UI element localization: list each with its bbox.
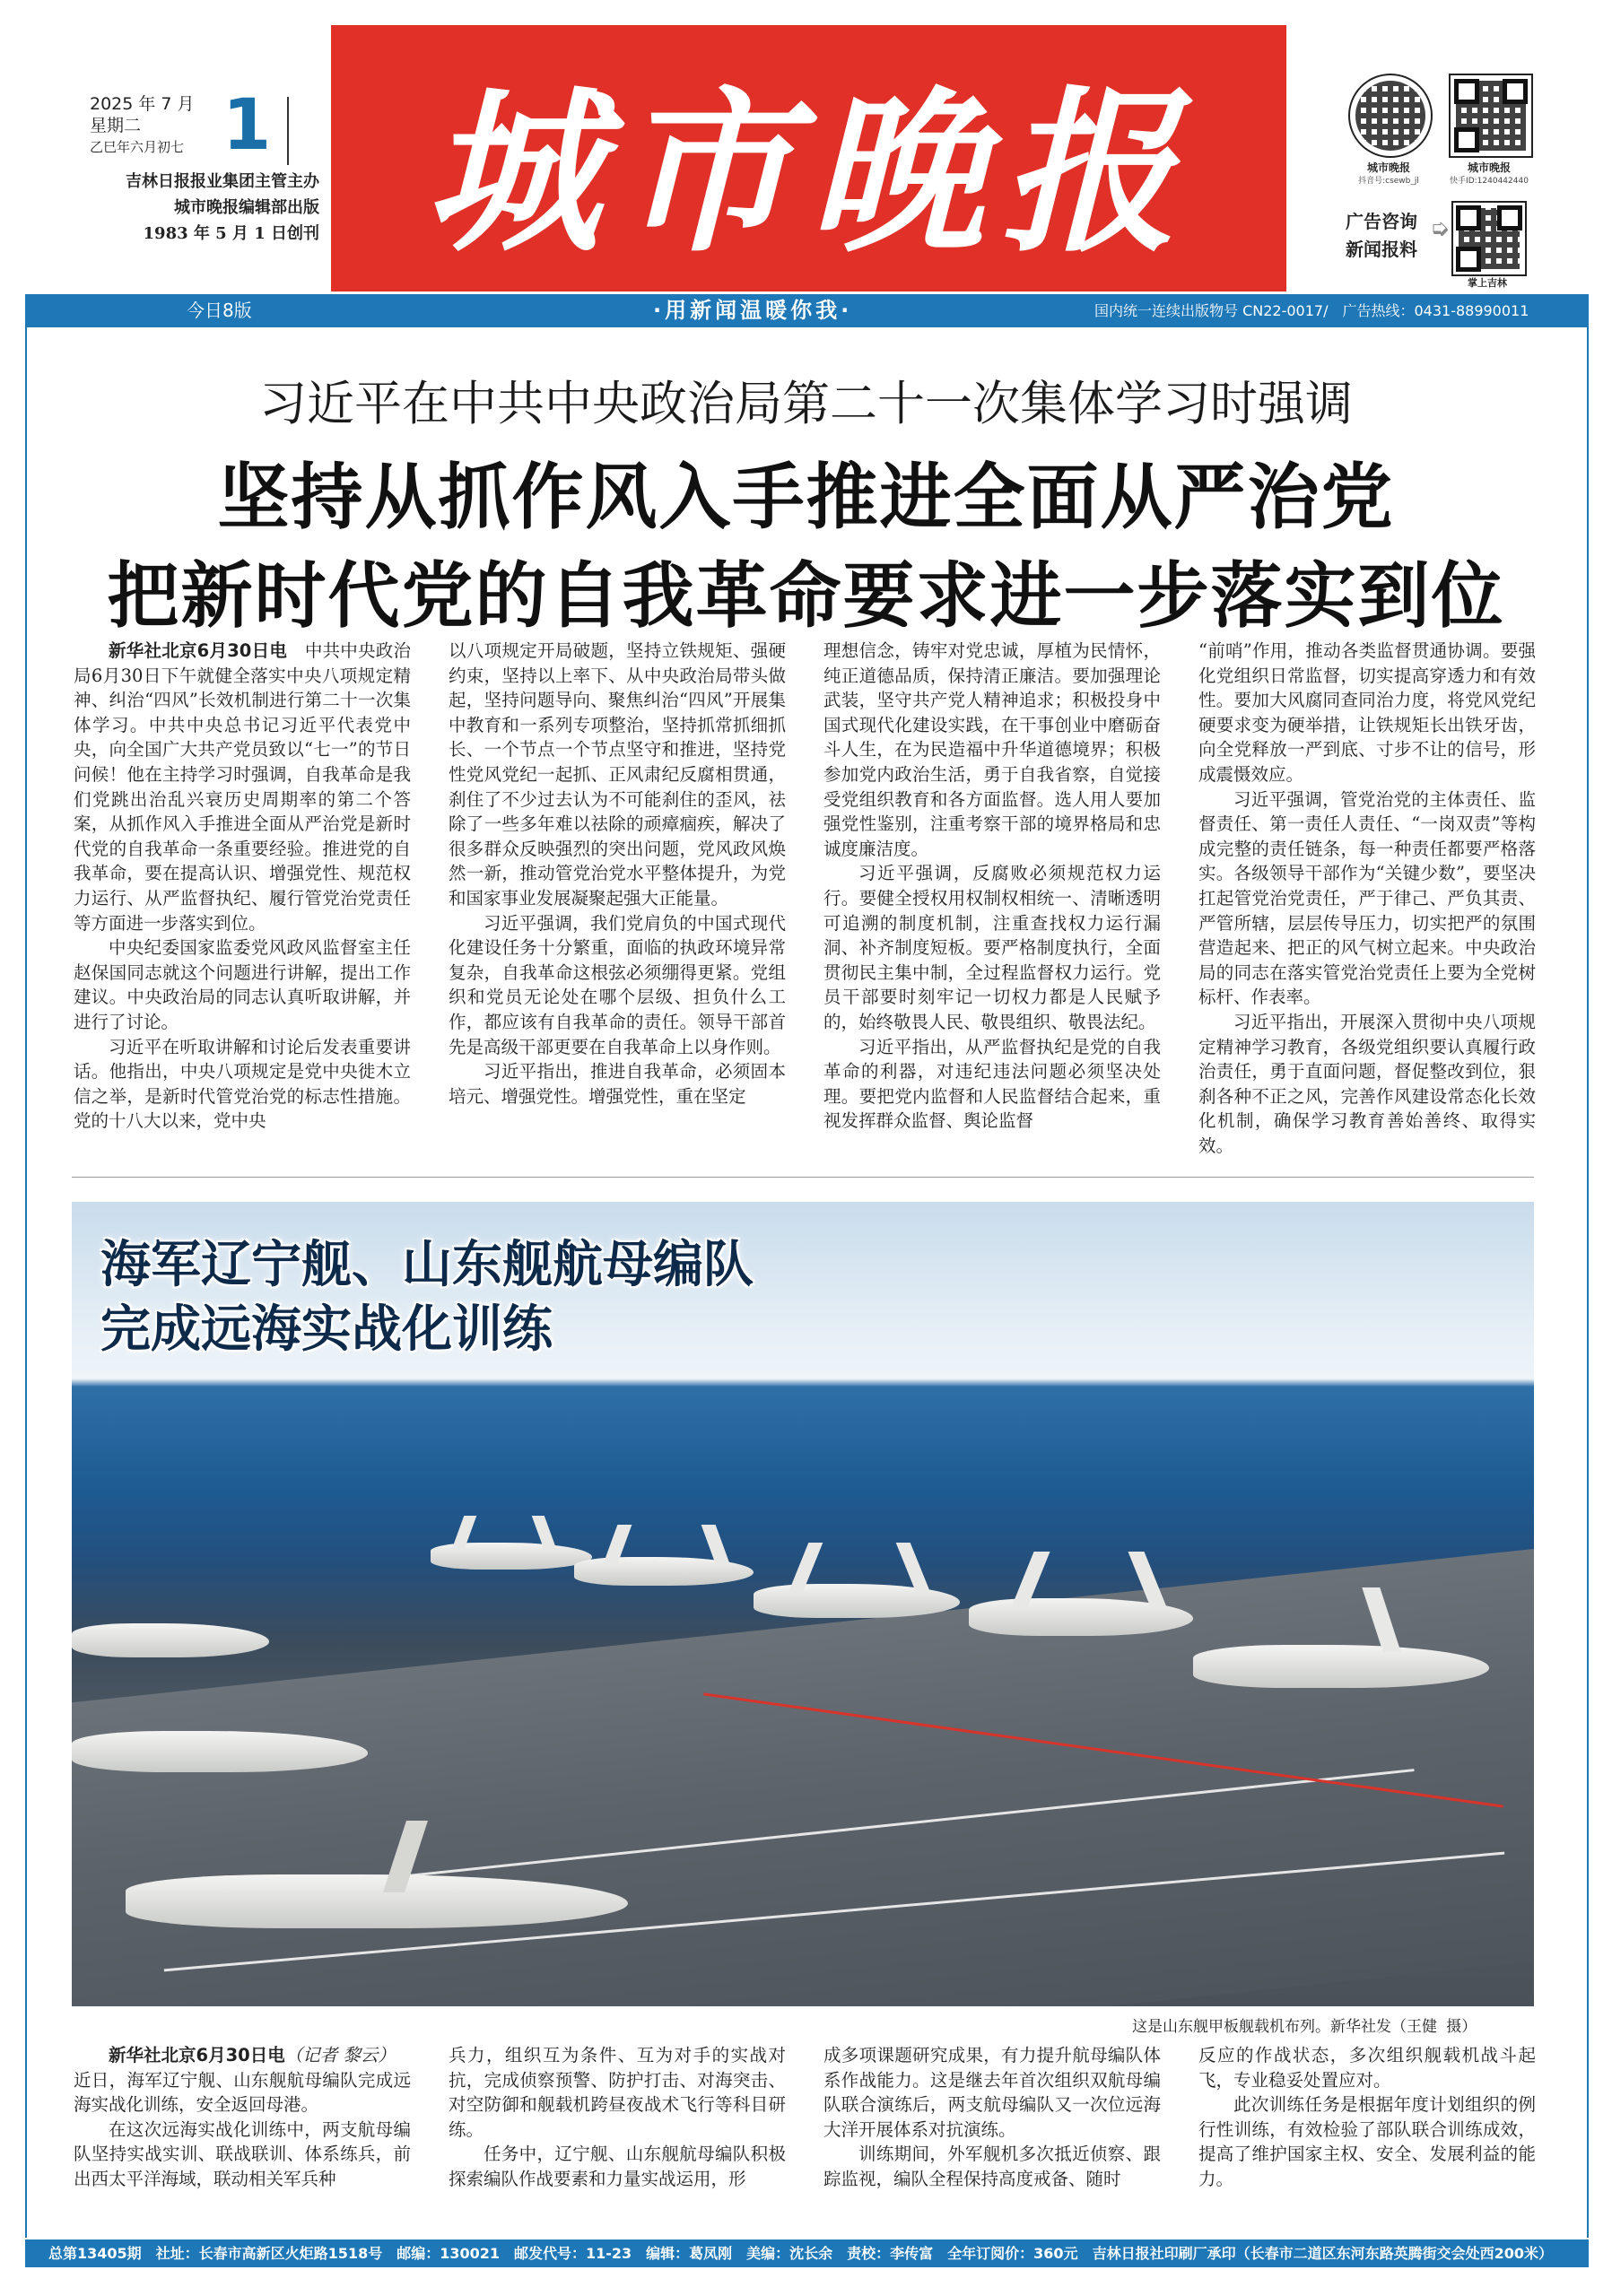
ad-line1: 广告咨询 <box>1346 211 1417 232</box>
qr-code-icon[interactable] <box>1348 74 1433 158</box>
publisher-text: 城市晚报编辑部出版 <box>174 198 319 217</box>
lead-paragraph: 以八项规定开局破题，坚持立铁规矩、强硬约束，坚持以上率下、从中央政治局带头做起，坚持问题导向、聚焦纠治“四风”开展集中教育和一系列专项整治，坚持抓常抓细抓长、一个节点一个节点坚守和推进，坚持党性党风党纪一起抓、正风肃纪反腐相贯通，刹住了不少过去认为不可能刹住的歪风，祛除了一些多年难以祛除的顽瘴痼疾，解决了很多群众反映强烈的突出问题，党风政风焕然一新，推动管党治党水平整体提升，为党和国家事业发展凝聚起强大正能量。 <box>449 640 786 909</box>
publication-number: 国内统一连续出版物号 CN22-0017/ 广告热线：0431-88990011 <box>1094 302 1529 319</box>
navy-paragraph: 成多项课题研究成果，有力提升航母编队体系作战能力。这是继去年首次组织双航母编队联合演练后，两支航母编队又一次位远海大洋开展体系对抗演练。 <box>823 2045 1161 2140</box>
navy-paragraph: 训练期间，外军舰机多次抵近侦察、跟踪监视，编队全程保持高度戒备、随时 <box>823 2144 1161 2189</box>
qr1-sub: 抖音号:csewb_jl <box>1358 177 1419 186</box>
lead-kicker: 习近平在中共中央政治局第二十一次集体学习时强调 <box>259 377 1353 431</box>
photo-headline-2: 完成远海实战化训练 <box>100 1300 553 1359</box>
weekday-text: 星期二 <box>90 116 142 135</box>
lead-paragraph: 习近平指出，开展深入贯彻中央八项规定精神学习教育，各级党组织要认真履行政治责任，勇于直面问题，督促整改到位，狠刹各种不正之风，完善作风建设常态化长效化机制，确保学习教育善始善终、取得实效。 <box>1198 1011 1536 1156</box>
jet-icon <box>126 1821 628 1946</box>
jet-icon <box>754 1543 960 1632</box>
jet-icon <box>72 1587 269 1668</box>
navy-byline: （记者 黎云） <box>284 2045 396 2066</box>
footer-band <box>25 2239 1589 2267</box>
page-number: 1 <box>222 85 272 166</box>
page-count: 今日8版 <box>187 300 252 321</box>
qr-code-icon[interactable] <box>1449 74 1533 158</box>
navy-column-2 <box>449 2043 786 2222</box>
navy-paragraph: 此次训练任务是根据年度计划组织的例行性训练，有效检验了部队联合训练成效，提高了维护国家主权、安全、发展利益的能力。 <box>1198 2094 1536 2189</box>
masthead-divider <box>287 97 289 165</box>
lead-paragraph: 习近平强调，反腐败必须规范权力运行。要健全授权用权制权相统一、清晰透明可追溯的制度机制，注重查找权力运行漏洞、补齐制度短板。要严格制度执行，全面贯彻民主集中制，全过程监督权力运行。党员干部要时刻牢记一切权力都是人民赋予的，始终敬畏人民、敬畏组织、敬畏法纪。 <box>823 863 1161 1032</box>
jet-icon <box>1193 1587 1489 1704</box>
nameplate-title: 城市晚报 <box>424 69 1193 276</box>
founded-text: 1983 年 5 月 1 日创刊 <box>143 224 319 243</box>
navy-paragraph: 兵力，组织互为条件、互为对手的实战对抗，完成侦察预警、防护打击、对海突击、对空防御和舰载机跨昼夜战术飞行等科目研练。 <box>449 2045 786 2140</box>
lunar-date: 乙巳年六月初七 <box>90 139 185 155</box>
lead-paragraph: 中央纪委国家监委党风政风监督室主任赵保国同志就这个问题进行讲解，提出工作建议。中央政治局的同志认真听取讲解，并进行了讨论。 <box>74 937 411 1032</box>
jet-icon <box>431 1516 592 1578</box>
navy-column-1 <box>74 2043 411 2222</box>
lead-paragraph: 习近平在听取讲解和讨论后发表重要讲话。他指出，中央八项规定是党中央徙木立信之举，是新时代管党治党的标志性措施。党的十八大以来，党中央 <box>74 1036 411 1132</box>
section-divider <box>72 1177 1534 1178</box>
jet-icon <box>574 1525 754 1596</box>
navy-column-3 <box>823 2043 1161 2222</box>
photo-headline <box>100 1233 908 1362</box>
lead-paragraph: 习近平强调，管党治党的主体责任、监督责任、第一责任人责任、“一岗双责”等构成完整的责任链条，每一种责任都要严格落实。各级领导干部作为“关键少数”，要坚决扛起管党治党责任，严于律己、严负其责、严管所辖，层层传导压力，切实把严的氛围营造起来、把正的风气树立起来。中央政治局的同志在落实管党治党责任上要为全党树标杆、作表率。 <box>1198 788 1536 1008</box>
qr2-caption: 城市晚报 <box>1467 161 1511 174</box>
lead-headline-2: 把新时代党的自我革命要求进一步落实到位 <box>107 554 1505 638</box>
lead-headline-1: 坚持从抓作风入手推进全面从严治党 <box>217 456 1395 539</box>
lead-paragraph: 习近平指出，推进自我革命，必须固本培元、增强党性。增强党性，重在坚定 <box>449 1061 786 1107</box>
jet-icon <box>969 1552 1193 1650</box>
navy-paragraph: 反应的作战状态，多次组织舰载机战斗起飞，专业稳妥处置应对。 <box>1198 2045 1536 2091</box>
lead-paragraph: 新华社北京6月30日电 中共中央政治局6月30日下午就健全落实中央八项规定精神、纠治“四风”长效机制进行第二十一次集体学习。中共中央总书记习近平代表党中央，向全国广大共产党员致以“七一”的节日问候！他在主持学习时强调，自我革命是我们党跳出治乱兴衰历史周期率的第二个答案，从抓作风入手推进全面从严治党是新时代党的自我革命一条重要经验。推进党的自我革命，要在提高认识、增强党性、规范权力运行、从严监督执纪、履行管党治党责任等方面进一步落实到位。 <box>74 640 411 934</box>
navy-paragraph: 在这次远海实战化训练中，两支航母编队坚持实战实训、联战联训、体系练兵，前出西太平洋海域，联动相关军兵种 <box>74 2118 411 2189</box>
lead-paragraph: 习近平强调，我们党肩负的中国式现代化建设任务十分繁重，面临的执政环境异常复杂，自我革命这根弦必须绷得更紧。党组织和党员无论处在哪个层级、担负什么工作，都应该有自我革命的责任。领导干部首先是高级干部更要在自我革命上以身作则。 <box>449 912 786 1057</box>
lead-column-3 <box>823 639 1161 1170</box>
navy-dateline: 新华社北京6月30日电 <box>109 2045 285 2066</box>
date-text: 2025 年 7 月 <box>90 94 195 114</box>
ad-contact <box>1346 208 1417 264</box>
navy-column-4 <box>1198 2043 1536 2222</box>
arrow-right-icon: ➭ <box>1430 215 1450 242</box>
lead-paragraph: “前哨”作用，推动各类监督贯通协调。要强化党组织日常监督，切实提高穿透力和有效性。要加大风腐同查同治力度，将党风党纪硬要求变为硬举措，让铁规矩长出铁牙齿，向全党释放一严到底、寸步不让的信号，形成震慑效应。 <box>1198 640 1536 785</box>
lead-column-4 <box>1198 639 1536 1170</box>
lead-dateline: 新华社北京6月30日电 <box>109 640 288 661</box>
qr-code-icon[interactable] <box>1451 201 1527 276</box>
lead-column-1 <box>74 639 411 1170</box>
navy-paragraph: 近日，海军辽宁舰、山东舰航母编队完成远海实战化训练，安全返回母港。 <box>74 2069 411 2116</box>
navy-paragraph <box>74 2043 411 2068</box>
navy-paragraph: 任务中，辽宁舰、山东舰航母编队积极探索编队作战要素和力量实战运用，形 <box>449 2144 786 2189</box>
qr2-sub: 快手ID:1240442440 <box>1450 177 1529 186</box>
lead-column-2 <box>449 639 786 1170</box>
nameplate <box>331 25 1286 291</box>
footer-text: 总第13405期 社址：长春市高新区火炬路1518号 邮编：130021 邮发代号：11-23 编辑：葛凤刚 美编：沈长余 责校：李传富 全年订阅价：360元 吉林日报社印刷厂承印（长春市二道区东河东路英腾街交会处西200米） <box>48 2245 1553 2262</box>
publisher-info <box>50 169 319 247</box>
slogan: ·用新闻温暖你我· <box>653 298 853 323</box>
qr1-caption: 城市晚报 <box>1366 161 1410 174</box>
carrier-deck-photo <box>72 1202 1534 2006</box>
info-band <box>25 294 1589 327</box>
lead-paragraph: 习近平指出，从严监督执纪是党的自我革命的利器，对违纪违法问题必须坚决处理。要把党内监督和人民监督结合起来，重视发挥群众监督、舆论监督 <box>823 1036 1161 1132</box>
photo-caption: 这是山东舰甲板舰载机布列。新华社发（王健 摄） <box>1132 2018 1477 2036</box>
ad-line2: 新闻报料 <box>1346 239 1417 260</box>
qr3-caption: 掌上吉林 <box>1468 277 1507 289</box>
jet-icon <box>72 1686 368 1785</box>
photo-headline-1: 海军辽宁舰、山东舰航母编队 <box>100 1236 754 1294</box>
lead-paragraph: 理想信念，铸牢对党忠诚，厚植为民情怀，纯正道德品质，保持清正廉洁。要加强理论武装，坚守共产党人精神追求；积极投身中国式现代化建设实践，在干事创业中磨砺奋斗人生，在为民造福中升华道德境界；积极参加党内政治生活，勇于自我省察，自觉接受党组织教育和各方面监督。选人用人要加强党性鉴别，注重考察干部的境界格局和忠诚度廉洁度。 <box>823 640 1161 859</box>
sponsor-text: 吉林日报报业集团主管主办 <box>126 172 319 191</box>
